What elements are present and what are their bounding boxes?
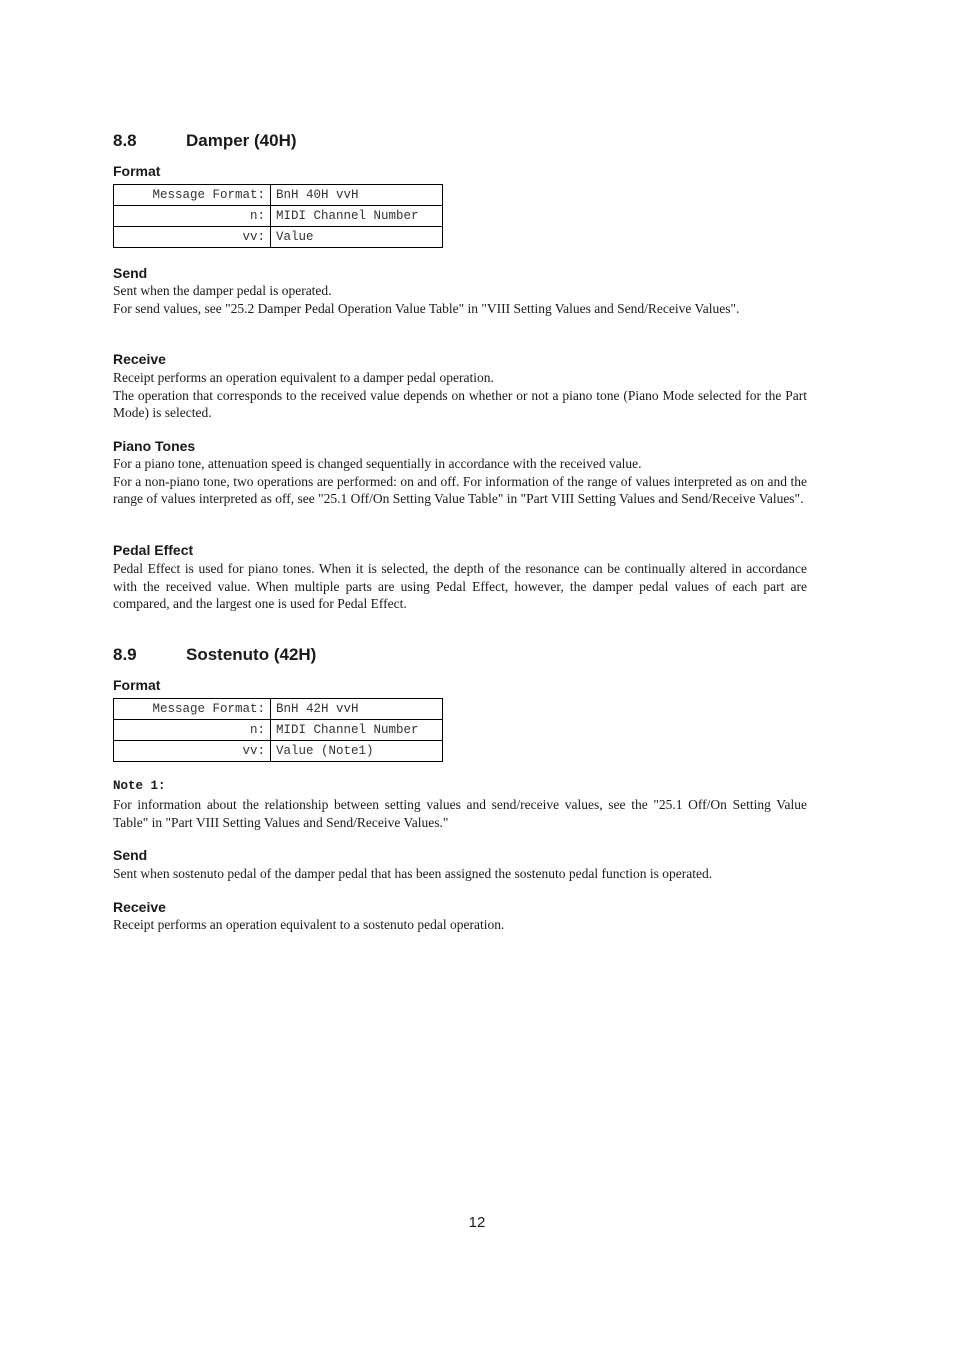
- paragraph: For a piano tone, attenuation speed is changed sequentially in accordance with the received value.: [113, 456, 642, 471]
- table-key: Message Format:: [114, 185, 271, 206]
- section-8-9-title: [113, 645, 316, 665]
- table-key: vv:: [114, 741, 271, 762]
- paragraph: For information about the relationship between setting values and send/receive values, see the "25.1 Off/On Setting Value Table" in "Part VIII Setting Values and Send/Receive Values.": [113, 797, 807, 830]
- piano-tones-text: [113, 455, 807, 508]
- page-number: 12: [468, 1214, 486, 1231]
- paragraph: Receipt performs an operation equivalent to a sostenuto pedal operation.: [113, 917, 505, 932]
- damper-format-table: [113, 184, 443, 248]
- table-key: n:: [114, 206, 271, 227]
- table-key: n:: [114, 720, 271, 741]
- format-heading: Format: [113, 677, 161, 693]
- receive-text: [113, 916, 807, 934]
- send-text: [113, 282, 807, 317]
- section-8-8-title: [113, 131, 297, 151]
- send-heading: Send: [113, 847, 148, 863]
- section-number: 8.9: [113, 645, 137, 664]
- note-label: Note 1:: [113, 779, 166, 793]
- receive-text: [113, 369, 807, 422]
- table-row: [114, 741, 443, 762]
- paragraph: For send values, see "25.2 Damper Pedal Operation Value Table" in "VIII Setting Values and Send/Receive Values".: [113, 300, 740, 316]
- table-key: Message Format:: [114, 699, 271, 720]
- table-row: [114, 185, 443, 206]
- table-key: vv:: [114, 227, 271, 248]
- note-text: [113, 796, 807, 831]
- receive-heading: Receive: [113, 351, 166, 367]
- table-row: [114, 227, 443, 248]
- send-text: [113, 865, 807, 883]
- receive-heading: Receive: [113, 899, 166, 915]
- table-row: [114, 699, 443, 720]
- table-row: [114, 720, 443, 741]
- paragraph: Receipt performs an operation equivalent to a damper pedal operation.: [113, 370, 494, 385]
- table-value: Value (Note1): [271, 741, 443, 762]
- paragraph: For a non-piano tone, two operations are performed: on and off. For information of the range of values interpreted as on and the range of values interpreted as off, see "25.1 Off/On Setting Value Table" in "Part VIII Setting Values and Send/Receive Values".: [113, 473, 807, 506]
- pedal-effect-text: [113, 560, 807, 613]
- format-heading: Format: [113, 163, 161, 179]
- paragraph: The operation that corresponds to the received value depends on whether or not a piano tone (Piano Mode selected for the Part Mode) is selected.: [113, 387, 807, 420]
- section-title-text: Damper (40H): [186, 131, 297, 150]
- paragraph: Sent when sostenuto pedal of the damper pedal that has been assigned the sostenuto pedal function is operated.: [113, 866, 713, 881]
- table-value: BnH 40H vvH: [271, 185, 443, 206]
- table-value: Value: [271, 227, 443, 248]
- table-value: MIDI Channel Number: [271, 720, 443, 741]
- piano-tones-heading: Piano Tones: [113, 438, 196, 454]
- table-value: BnH 42H vvH: [271, 699, 443, 720]
- pedal-effect-heading: Pedal Effect: [113, 542, 194, 558]
- paragraph: Sent when the damper pedal is operated.: [113, 283, 332, 298]
- section-title-text: Sostenuto (42H): [186, 645, 317, 664]
- table-value: MIDI Channel Number: [271, 206, 443, 227]
- paragraph: Pedal Effect is used for piano tones. When it is selected, the depth of the resonance can be continually altered in accordance with the received value. When multiple parts are using Pedal Effect, however, the damper pedal values of each part are compared, and the largest one is used for Pedal Effect.: [113, 561, 807, 611]
- send-heading: Send: [113, 265, 148, 281]
- section-number: 8.8: [113, 131, 137, 150]
- table-row: [114, 206, 443, 227]
- sostenuto-format-table: [113, 698, 443, 762]
